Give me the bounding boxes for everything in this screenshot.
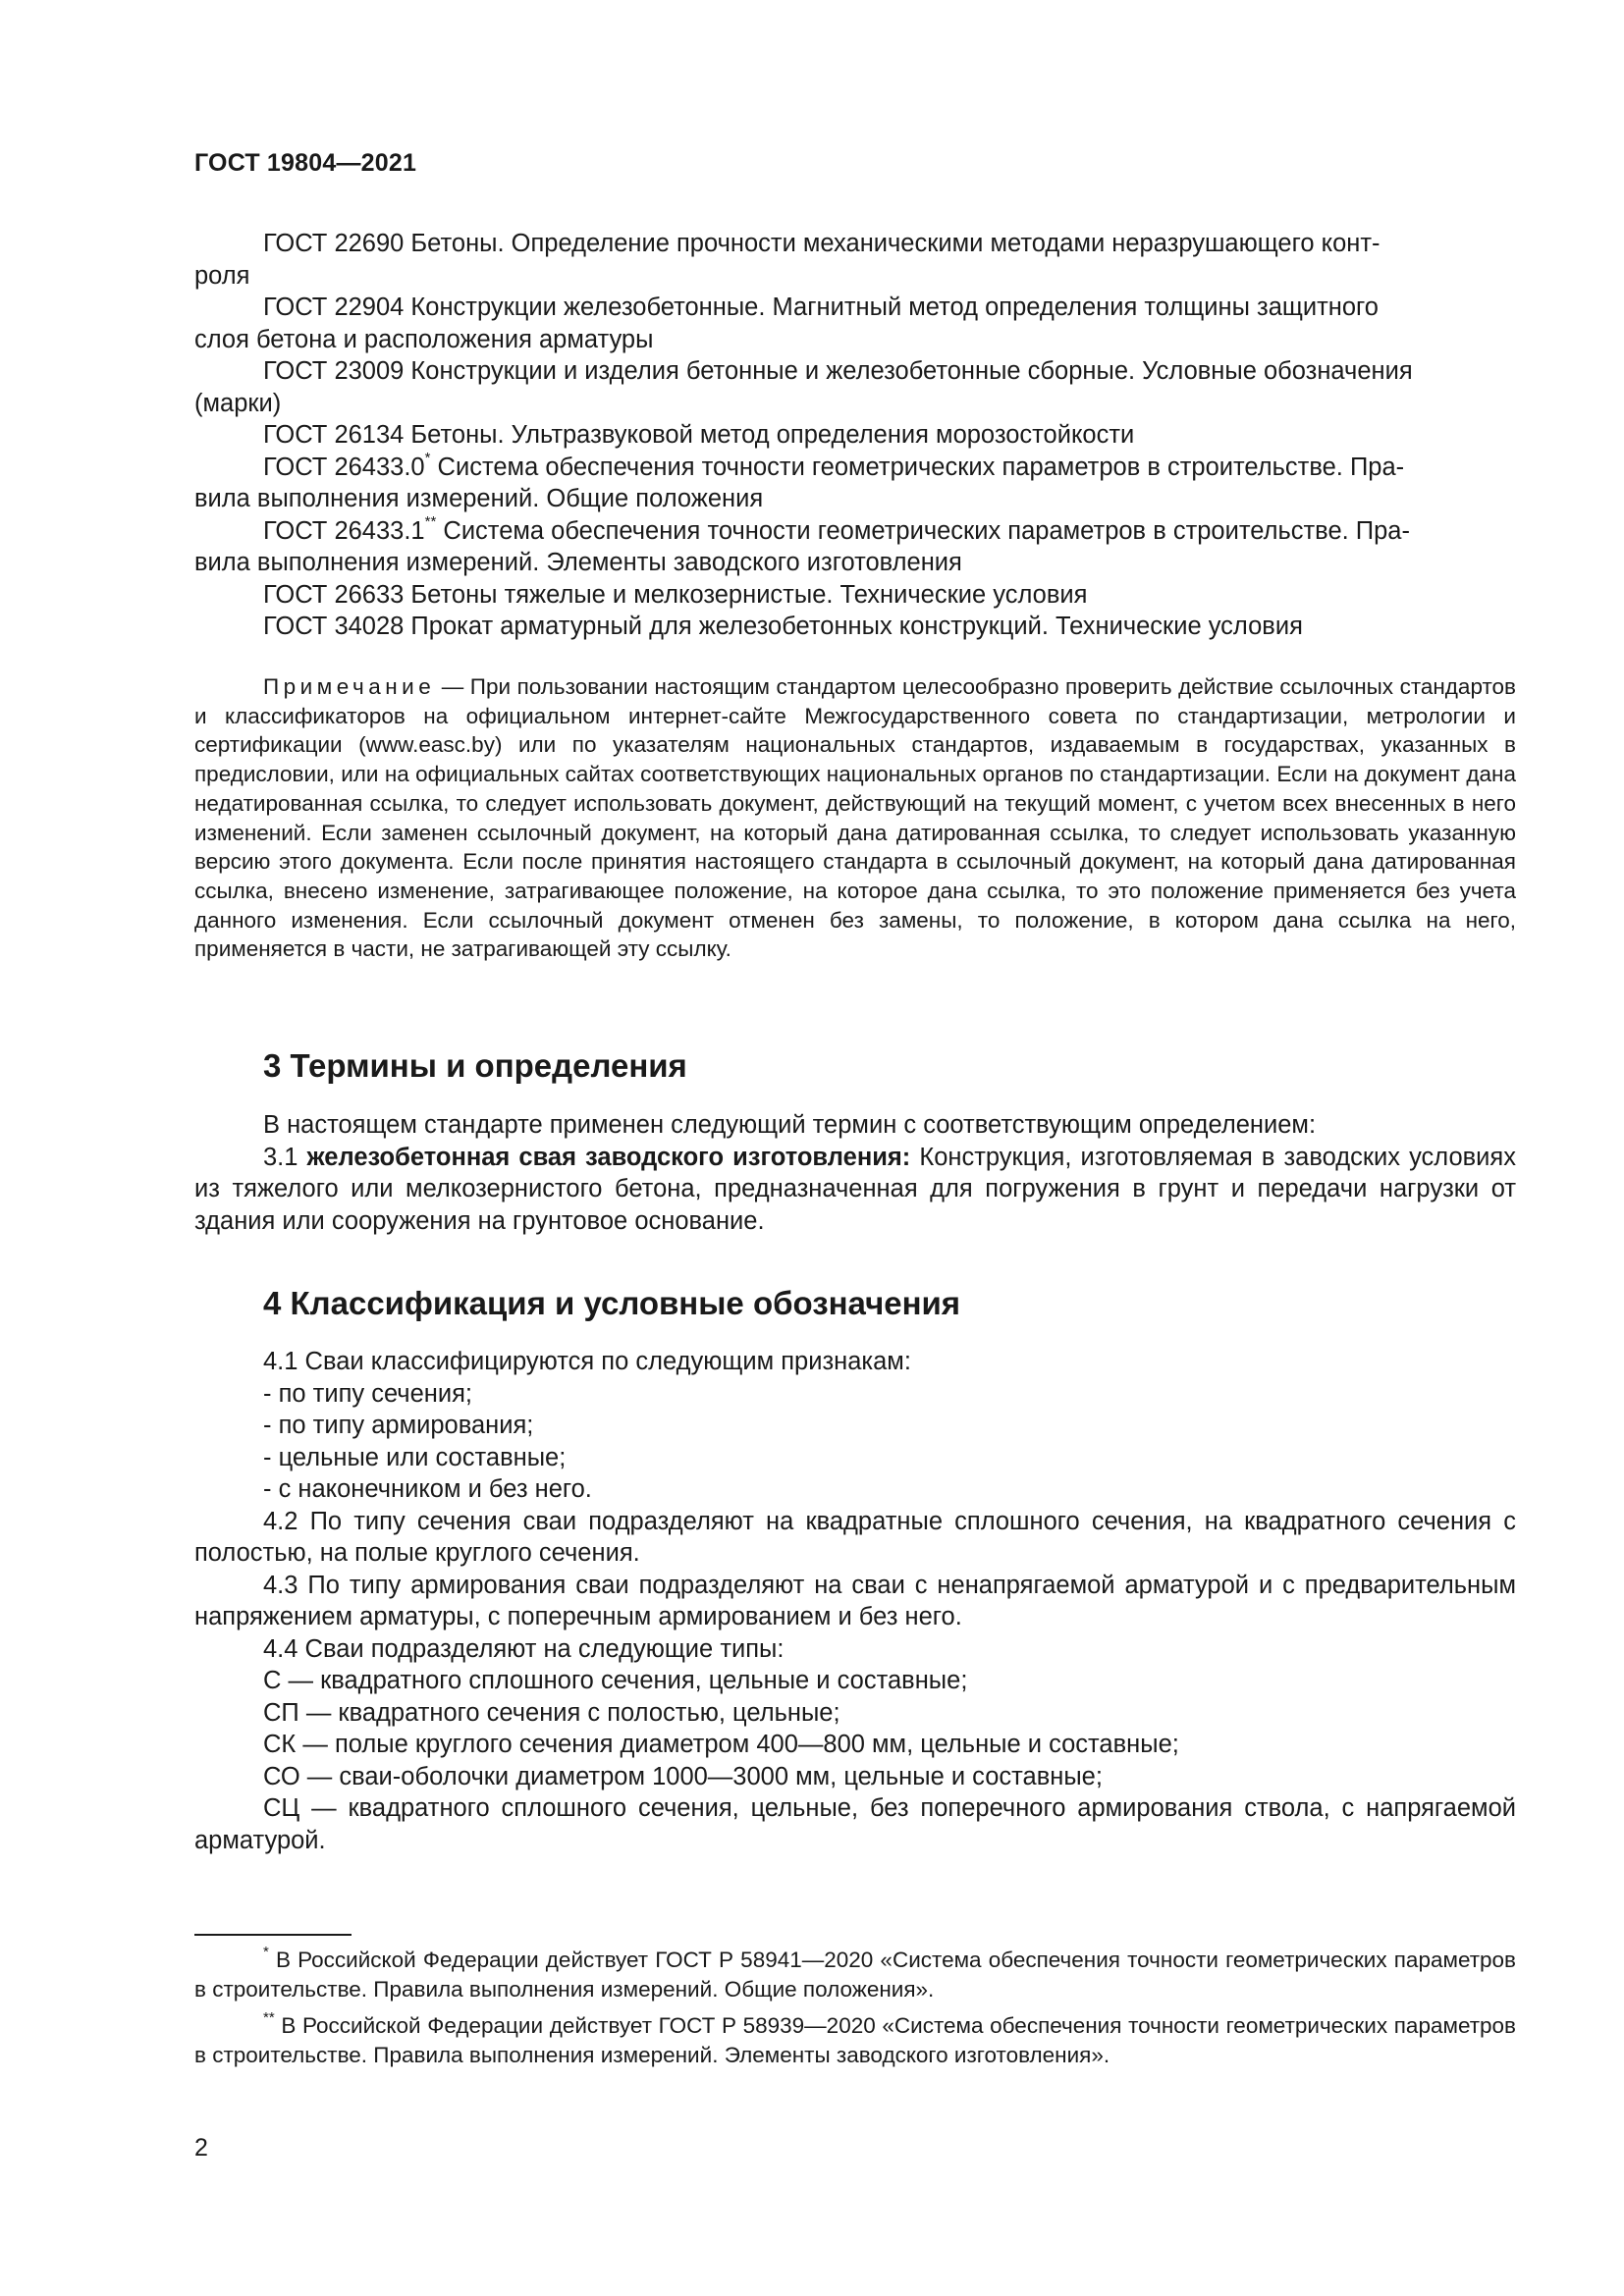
section-4-body xyxy=(194,1346,1516,1856)
section-3-intro: В настоящем стандарте применен следующий термин с соответствующим определением: xyxy=(263,1111,1317,1139)
footnote-marker: ** xyxy=(424,513,437,530)
reference-item: ГОСТ 26134 Бетоны. Ультразвуковой метод определения морозостойкости xyxy=(263,421,1135,449)
footnote-marker: * xyxy=(424,450,431,466)
pile-type: С — квадратного сплошного сечения, цельные и составные; xyxy=(263,1667,968,1694)
footnotes xyxy=(194,1943,1516,2070)
references-list xyxy=(194,228,1516,643)
document-header: ГОСТ 19804—2021 xyxy=(194,149,417,177)
reference-item: ГОСТ 34028 Прокат арматурный для железобетонных конструкций. Технические условия xyxy=(263,613,1303,640)
reference-item: ГОСТ 26433.1** Система обеспечения точности геометрических параметров в строительстве. Пра- вила выполнения измерений. Элементы заводского изготовления xyxy=(194,513,1410,576)
section-heading: 3 Термины и определения xyxy=(263,1047,687,1084)
reference-item: ГОСТ 26633 Бетоны тяжелые и мелкозернистые. Технические условия xyxy=(263,580,1088,609)
note-block xyxy=(194,672,1516,964)
pile-type: СП — квадратного сечения с полостью, цельные; xyxy=(263,1698,840,1727)
footnote-mark: ** xyxy=(263,2008,275,2026)
section-heading: 4 Классификация и условные обозначения xyxy=(263,1285,961,1321)
pile-type: СК — полые круглого сечения диаметром 400—800 мм, цельные и составные; xyxy=(263,1731,1179,1758)
clause-4-1: 4.1 Сваи классифицируются по следующим признакам: xyxy=(263,1348,911,1375)
note-text: Примечание — При пользовании настоящим стандартом целесообразно проверить действие ссылочных стандартов и классификаторов на официальном интернет-сайте Межгосударственного совета по стандартизации, метрологии и сертификации (www.easc.by) или по указателям национальных стандартов, издаваемым в государствах, указанных в предисловии, или на официальных сайтах соответствующих национальных органов по стандартизации. Если на документ дана недатированная ссылка, то следует использовать документ, действующий на текущий момент, с учетом всех внесенных в него изменений. Если заменен ссылочный документ, на который дана датированная ссылка, то следует использовать указанную версию этого документа. Если после принятия настоящего стандарта в ссылочный документ, на который дана датированная ссылка, внесено изменение, затрагивающее положение, на которое дана ссылка, то это положение применяется без учета данного изменения. Если ссылочный документ отменен без замены, то положение, в котором дана ссылка на него, применяется в части, не затрагивающей эту ссылку. xyxy=(194,674,1516,962)
term: железобетонная свая заводского изготовления: xyxy=(306,1143,911,1171)
footnote: * В Российской Федерации действует ГОСТ Р 58941—2020 «Система обеспечения точности геометрических параметров в строительстве. Правила выполнения измерений. Общие положения». xyxy=(194,1943,1516,2002)
clause-4-4: 4.4 Сваи подразделяют на следующие типы: xyxy=(263,1634,785,1663)
clause-4-2: 4.2 По типу сечения сваи подразделяют на квадратные сплошного сечения, на квадратного сечения с полостью, на полые круглого сечения. xyxy=(194,1507,1516,1567)
footnote-mark: * xyxy=(263,1943,269,1960)
reference-item: ГОСТ 23009 Конструкции и изделия бетонные и железобетонные сборные. Условные обозначения (марки) xyxy=(194,357,1413,417)
term-definition: 3.1 железобетонная свая заводского изготовления: Конструкция, изготовляемая в заводских условиях из тяжелого или мелкозернистого бетона, предназначенная для погружения в грунт и передачи нагрузки от здания или сооружения на грунтовое основание. xyxy=(194,1143,1516,1235)
section-3 xyxy=(194,1046,1516,1086)
page-number: 2 xyxy=(194,2134,208,2162)
section-3-body xyxy=(194,1109,1516,1237)
list-item: - с наконечником и без него. xyxy=(263,1475,592,1503)
clause-4-3: 4.3 По типу армирования сваи подразделяют на сваи с ненапрягаемой арматурой и с предварительным напряжением арматуры, с поперечным армированием и без него. xyxy=(194,1571,1516,1630)
list-item: - по типу армирования; xyxy=(263,1412,534,1439)
section-4 xyxy=(194,1284,1516,1323)
reference-item: ГОСТ 26433.0* Система обеспечения точности геометрических параметров в строительстве. Пра- вила выполнения измерений. Общие положения xyxy=(194,450,1405,512)
reference-item: ГОСТ 22690 Бетоны. Определение прочности механическими методами неразрушающего конт- роля xyxy=(194,230,1380,290)
note-label: Примечание xyxy=(263,674,436,699)
list-item: - цельные или составные; xyxy=(263,1443,567,1471)
footnote-separator xyxy=(194,1934,352,1936)
pile-type: СЦ — квадратного сплошного сечения, цельные, без поперечного армирования ствола, с напрягаемой арматурой. xyxy=(194,1794,1516,1854)
list-item: - по типу сечения; xyxy=(263,1379,472,1408)
pile-type: СО — сваи-оболочки диаметром 1000—3000 мм, цельные и составные; xyxy=(263,1762,1103,1790)
footnote: ** В Российской Федерации действует ГОСТ Р 58939—2020 «Система обеспечения точности геометрических параметров в строительстве. Правила выполнения измерений. Элементы заводского изготовления». xyxy=(194,2008,1516,2068)
reference-item: ГОСТ 22904 Конструкции железобетонные. Магнитный метод определения толщины защитного слоя бетона и расположения арматуры xyxy=(194,294,1379,353)
